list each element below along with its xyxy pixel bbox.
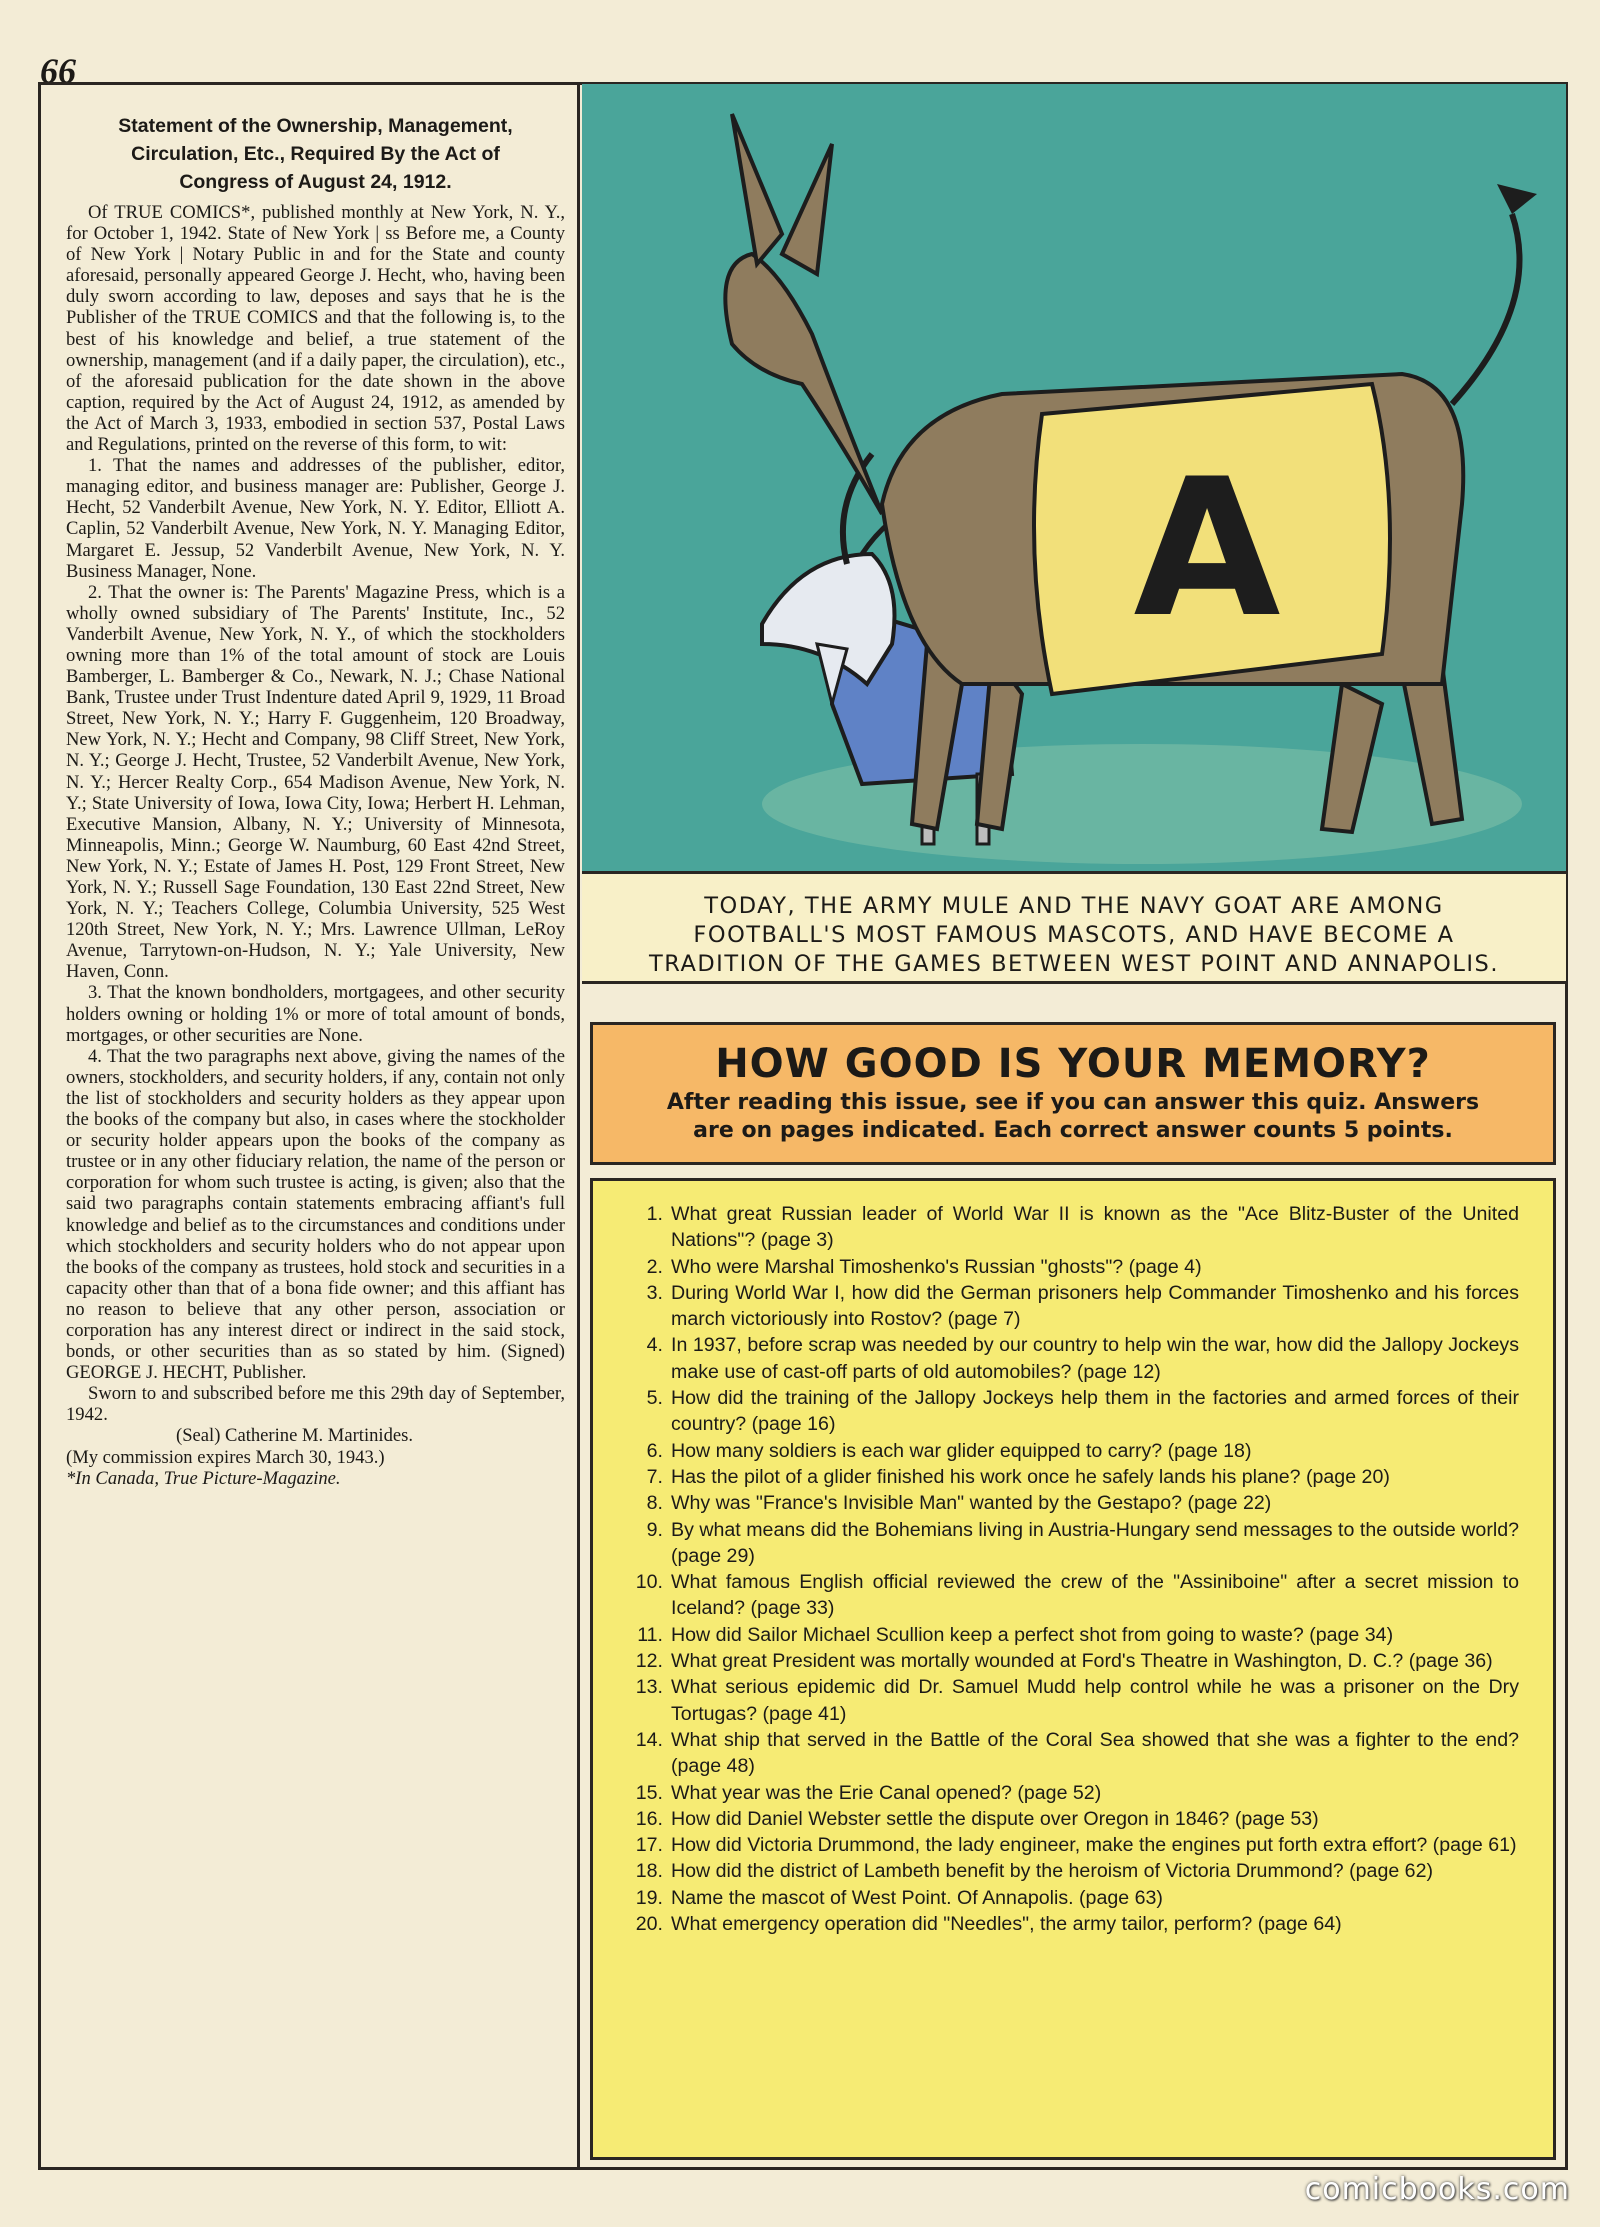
quiz-question xyxy=(619,1490,1519,1516)
question-text: By what means did the Bohemians living in Austria-Hungary send messages to the outside world? (page 29) xyxy=(671,1518,1519,1567)
question-number: 14. xyxy=(635,1728,663,1751)
quiz-question xyxy=(619,1727,1519,1780)
quiz-questions xyxy=(590,1178,1556,2160)
notary-seal: (Seal) Catherine M. Martinides. xyxy=(176,1425,414,1447)
question-text: What serious epidemic did Dr. Samuel Mudd help control while he was a prisoner on the Dry Tortugas? (page 41) xyxy=(671,1676,1519,1725)
canada-footnote: *In Canada, True Picture-Magazine. xyxy=(66,1467,341,1489)
question-number: 2. xyxy=(646,1255,663,1278)
question-text: Has the pilot of a glider finished his work once he safely lands his plane? (page 20) xyxy=(671,1465,1390,1488)
question-number: 7. xyxy=(646,1465,663,1488)
quiz-question xyxy=(619,1385,1519,1438)
quiz-question xyxy=(619,1832,1519,1858)
quiz-question xyxy=(619,1438,1519,1464)
question-number: 3. xyxy=(646,1281,663,1304)
question-number: 17. xyxy=(635,1834,663,1857)
statement-paragraph: 3. That the known bondholders, mortgagees, and other security holders owning or holding 1% or more of total amount of bonds, mortgages, or other securities are None. xyxy=(66,982,565,1046)
question-number: 11. xyxy=(637,1623,663,1646)
quiz-question xyxy=(619,1648,1519,1674)
question-text: How did Victoria Drummond, the lady engineer, make the engines put forth extra effort? (page 61) xyxy=(671,1834,1517,1857)
question-text: How many soldiers is each war glider equipped to carry? (page 18) xyxy=(671,1439,1252,1462)
statement-paragraph: 2. That the owner is: The Parents' Magazine Press, which is a wholly owned subsidiary of The Parents' Institute, Inc., 52 Vanderbilt Avenue, New York, N. Y., of which the stockholders owning more than 1% of the total amount of stock are Louis Bamberger, L. Bamberger & Co., Newark, N. J.; Chase National Bank, Trustee under Trust Indenture dated April 9, 1929, 11 Broad Street, New York, N. Y.; Harry F. Guggenheim, 120 Broadway, New York, N. Y.; Hecht and Company, 98 Cliff Street, New York, N. Y.; George J. Hecht, Trustee, 52 Vanderbilt Avenue, New York, N. Y.; Hercer Realty Corp., 654 Madison Avenue, New York, N. Y.; State University of Iowa, Iowa City, Iowa; Herbert H. Lehman, Executive Mansion, Albany, N. Y.; University of Minnesota, Minneapolis, Minn.; George W. Naumburg, 60 East 42nd Street, New York, N. Y.; Estate of James H. Post, 129 Front Street, New York, N. Y.; Russell Sage Foundation, 130 East 22nd Street, New York, N. Y.; Teachers College, Columbia University, 525 West 120th Street, New York, N. Y.; Mrs. Lawrence Ullman, LeRoy Avenue, Tarrytown-on-Hudson, N. Y.; Yale University, New Haven, Conn. xyxy=(66,581,565,983)
question-number: 15. xyxy=(635,1781,663,1804)
statement-title-line: Congress of August 24, 1912. xyxy=(179,171,452,193)
caption-line: FOOTBALL'S MOST FAMOUS MASCOTS, AND HAVE BECOME A xyxy=(693,922,1455,948)
quiz-question xyxy=(619,1201,1519,1254)
question-text: Who were Marshal Timoshenko's Russian "ghosts"? (page 4) xyxy=(671,1255,1202,1278)
illustration-caption xyxy=(582,874,1566,984)
question-text: What year was the Erie Canal opened? (page 52) xyxy=(671,1781,1102,1804)
caption-line: TRADITION OF THE GAMES BETWEEN WEST POINT AND ANNAPOLIS. xyxy=(649,951,1499,977)
commission-note: (My commission expires March 30, 1943.) xyxy=(66,1446,385,1468)
question-text: During World War I, how did the German prisoners help Commander Timoshenko and his forces march victoriously into Rostov? (page 7) xyxy=(671,1281,1519,1331)
question-number: 19. xyxy=(635,1886,663,1909)
quiz-question xyxy=(619,1858,1519,1884)
question-number: 20. xyxy=(635,1913,663,1936)
statement-paragraph: 1. That the names and addresses of the publisher, editor, managing editor, and business manager are: Publisher, George J. Hecht, 52 Vanderbilt Avenue, New York, N. Y. Editor, Elliott A. Caplin, 52 Vanderbilt Avenue, New York, N. Y. Managing Editor, Margaret E. Jessup, 52 Vanderbilt Avenue, New York, N. Y. Business Manager, None. xyxy=(66,455,565,582)
question-text: What great Russian leader of World War II is known as the "Ace Blitz-Buster of the United Nations"? (page 3) xyxy=(671,1203,1519,1252)
quiz-question xyxy=(619,1464,1519,1490)
question-text: Why was "France's Invisible Man" wanted by the Gestapo? (page 22) xyxy=(671,1492,1272,1515)
statement-title xyxy=(66,112,565,196)
question-text: How did the district of Lambeth benefit by the heroism of Victoria Drummond? (page 62) xyxy=(671,1860,1434,1883)
question-text: What emergency operation did "Needles", the army tailor, perform? (page 64) xyxy=(671,1913,1342,1936)
question-text: Name the mascot of West Point. Of Annapolis. (page 63) xyxy=(671,1886,1163,1909)
statement-title-line: Circulation, Etc., Required By the Act of xyxy=(131,143,500,165)
page-number: 66 xyxy=(40,51,76,91)
site-watermark: comicbooks.com xyxy=(1304,2172,1570,2207)
quiz-question xyxy=(619,1332,1519,1385)
ownership-statement xyxy=(40,84,580,2168)
question-number: 1. xyxy=(646,1203,663,1225)
question-text: What ship that served in the Battle of the Coral Sea showed that she was a fighter to the end? (page 48) xyxy=(671,1728,1519,1778)
quiz-subtitle-line: are on pages indicated. Each correct answer counts 5 points. xyxy=(693,1118,1453,1143)
statement-body xyxy=(66,202,565,1489)
mule-and-goat-drawing xyxy=(582,84,1566,871)
quiz-question xyxy=(619,1280,1519,1333)
question-number: 10. xyxy=(635,1571,663,1594)
question-number: 18. xyxy=(635,1860,663,1883)
quiz-question xyxy=(619,1622,1519,1648)
quiz-question xyxy=(619,1885,1519,1911)
quiz-header xyxy=(590,1022,1556,1165)
quiz-title: HOW GOOD IS YOUR MEMORY? xyxy=(715,1041,1431,1087)
question-number: 13. xyxy=(635,1676,663,1699)
question-number: 6. xyxy=(646,1439,663,1462)
caption-line: TODAY, THE ARMY MULE AND THE NAVY GOAT ARE AMONG xyxy=(704,893,1444,919)
quiz-question xyxy=(619,1780,1519,1806)
quiz-question xyxy=(619,1911,1519,1937)
question-text: How did Daniel Webster settle the dispute over Oregon in 1846? (page 53) xyxy=(671,1807,1319,1830)
quiz-subtitle xyxy=(593,1089,1553,1145)
mascot-illustration xyxy=(582,84,1566,874)
question-number: 9. xyxy=(646,1518,663,1541)
quiz-question xyxy=(619,1674,1519,1727)
question-text: What famous English official reviewed the crew of the "Assiniboine" after a secret mission to Iceland? (page 33) xyxy=(671,1571,1519,1620)
statement-title-line: Statement of the Ownership, Management, xyxy=(118,115,513,137)
blanket-letter: A xyxy=(1133,438,1281,659)
statement-paragraph: Sworn to and subscribed before me this 29th day of September, 1942. xyxy=(66,1383,565,1426)
question-number: 4. xyxy=(646,1334,663,1357)
question-text: How did the training of the Jallopy Jockeys help them in the factories and armed forces of their country? (page 16) xyxy=(671,1387,1519,1436)
question-text: How did Sailor Michael Scullion keep a perfect shot from going to waste? (page 34) xyxy=(671,1623,1394,1646)
quiz-subtitle-line: After reading this issue, see if you can answer this quiz. Answers xyxy=(666,1090,1480,1115)
question-text: In 1937, before scrap was needed by our country to help win the war, how did the Jallopy Jockeys make use of cast-off parts of old automobiles? (page 12) xyxy=(671,1334,1519,1383)
question-number: 8. xyxy=(646,1492,663,1515)
quiz-question xyxy=(619,1569,1519,1622)
question-number: 16. xyxy=(635,1807,663,1830)
statement-paragraph: 4. That the two paragraphs next above, giving the names of the owners, stockholders, and security holders, if any, contain not only the list of stockholders and security holders as they appear upon the books of the company but also, in cases where the stockholder or security holder appears upon the books of the company as trustee or in any other fiduciary relation, the name of the person or corporation for whom such trustee is acting, is given; also that the said two paragraphs contain statements embracing affiant's full knowledge and belief as to the circumstances and conditions under which stockholders and security holders who do not appear upon the books of the company as trustees, hold stock and securities in a capacity other than that of a bona fide owner; and this affiant has no reason to believe that any other person, association or corporation has any interest direct or indirect in the said stock, bonds, or other securities than as so stated by him. (Signed) GEORGE J. HECHT, Publisher. xyxy=(66,1045,565,1384)
question-number: 12. xyxy=(635,1650,663,1673)
statement-paragraph: Of TRUE COMICS*, published monthly at New York, N. Y., for October 1, 1942. State of New York | ss Before me, a County of New York | Notary Public in and for the State and county aforesaid, personally appeared George J. Hecht, who, having been duly sworn according to law, deposes and says that he is the Publisher of the TRUE COMICS and that the following is, to the best of his knowledge and belief, a true statement of the ownership, management (and if a daily paper, the circulation), etc., of the aforesaid publication for the date shown in the above caption, required by the Act of August 24, 1912, as amended by the Act of March 3, 1933, embodied in section 537, Postal Laws and Regulations, printed on the reverse of this form, to wit: xyxy=(66,202,565,456)
question-text: What great President was mortally wounded at Ford's Theatre in Washington, D. C.? (page 36) xyxy=(671,1650,1493,1673)
quiz-question xyxy=(619,1254,1519,1280)
quiz-question xyxy=(619,1806,1519,1832)
quiz-question xyxy=(619,1517,1519,1570)
question-number: 5. xyxy=(646,1387,663,1410)
